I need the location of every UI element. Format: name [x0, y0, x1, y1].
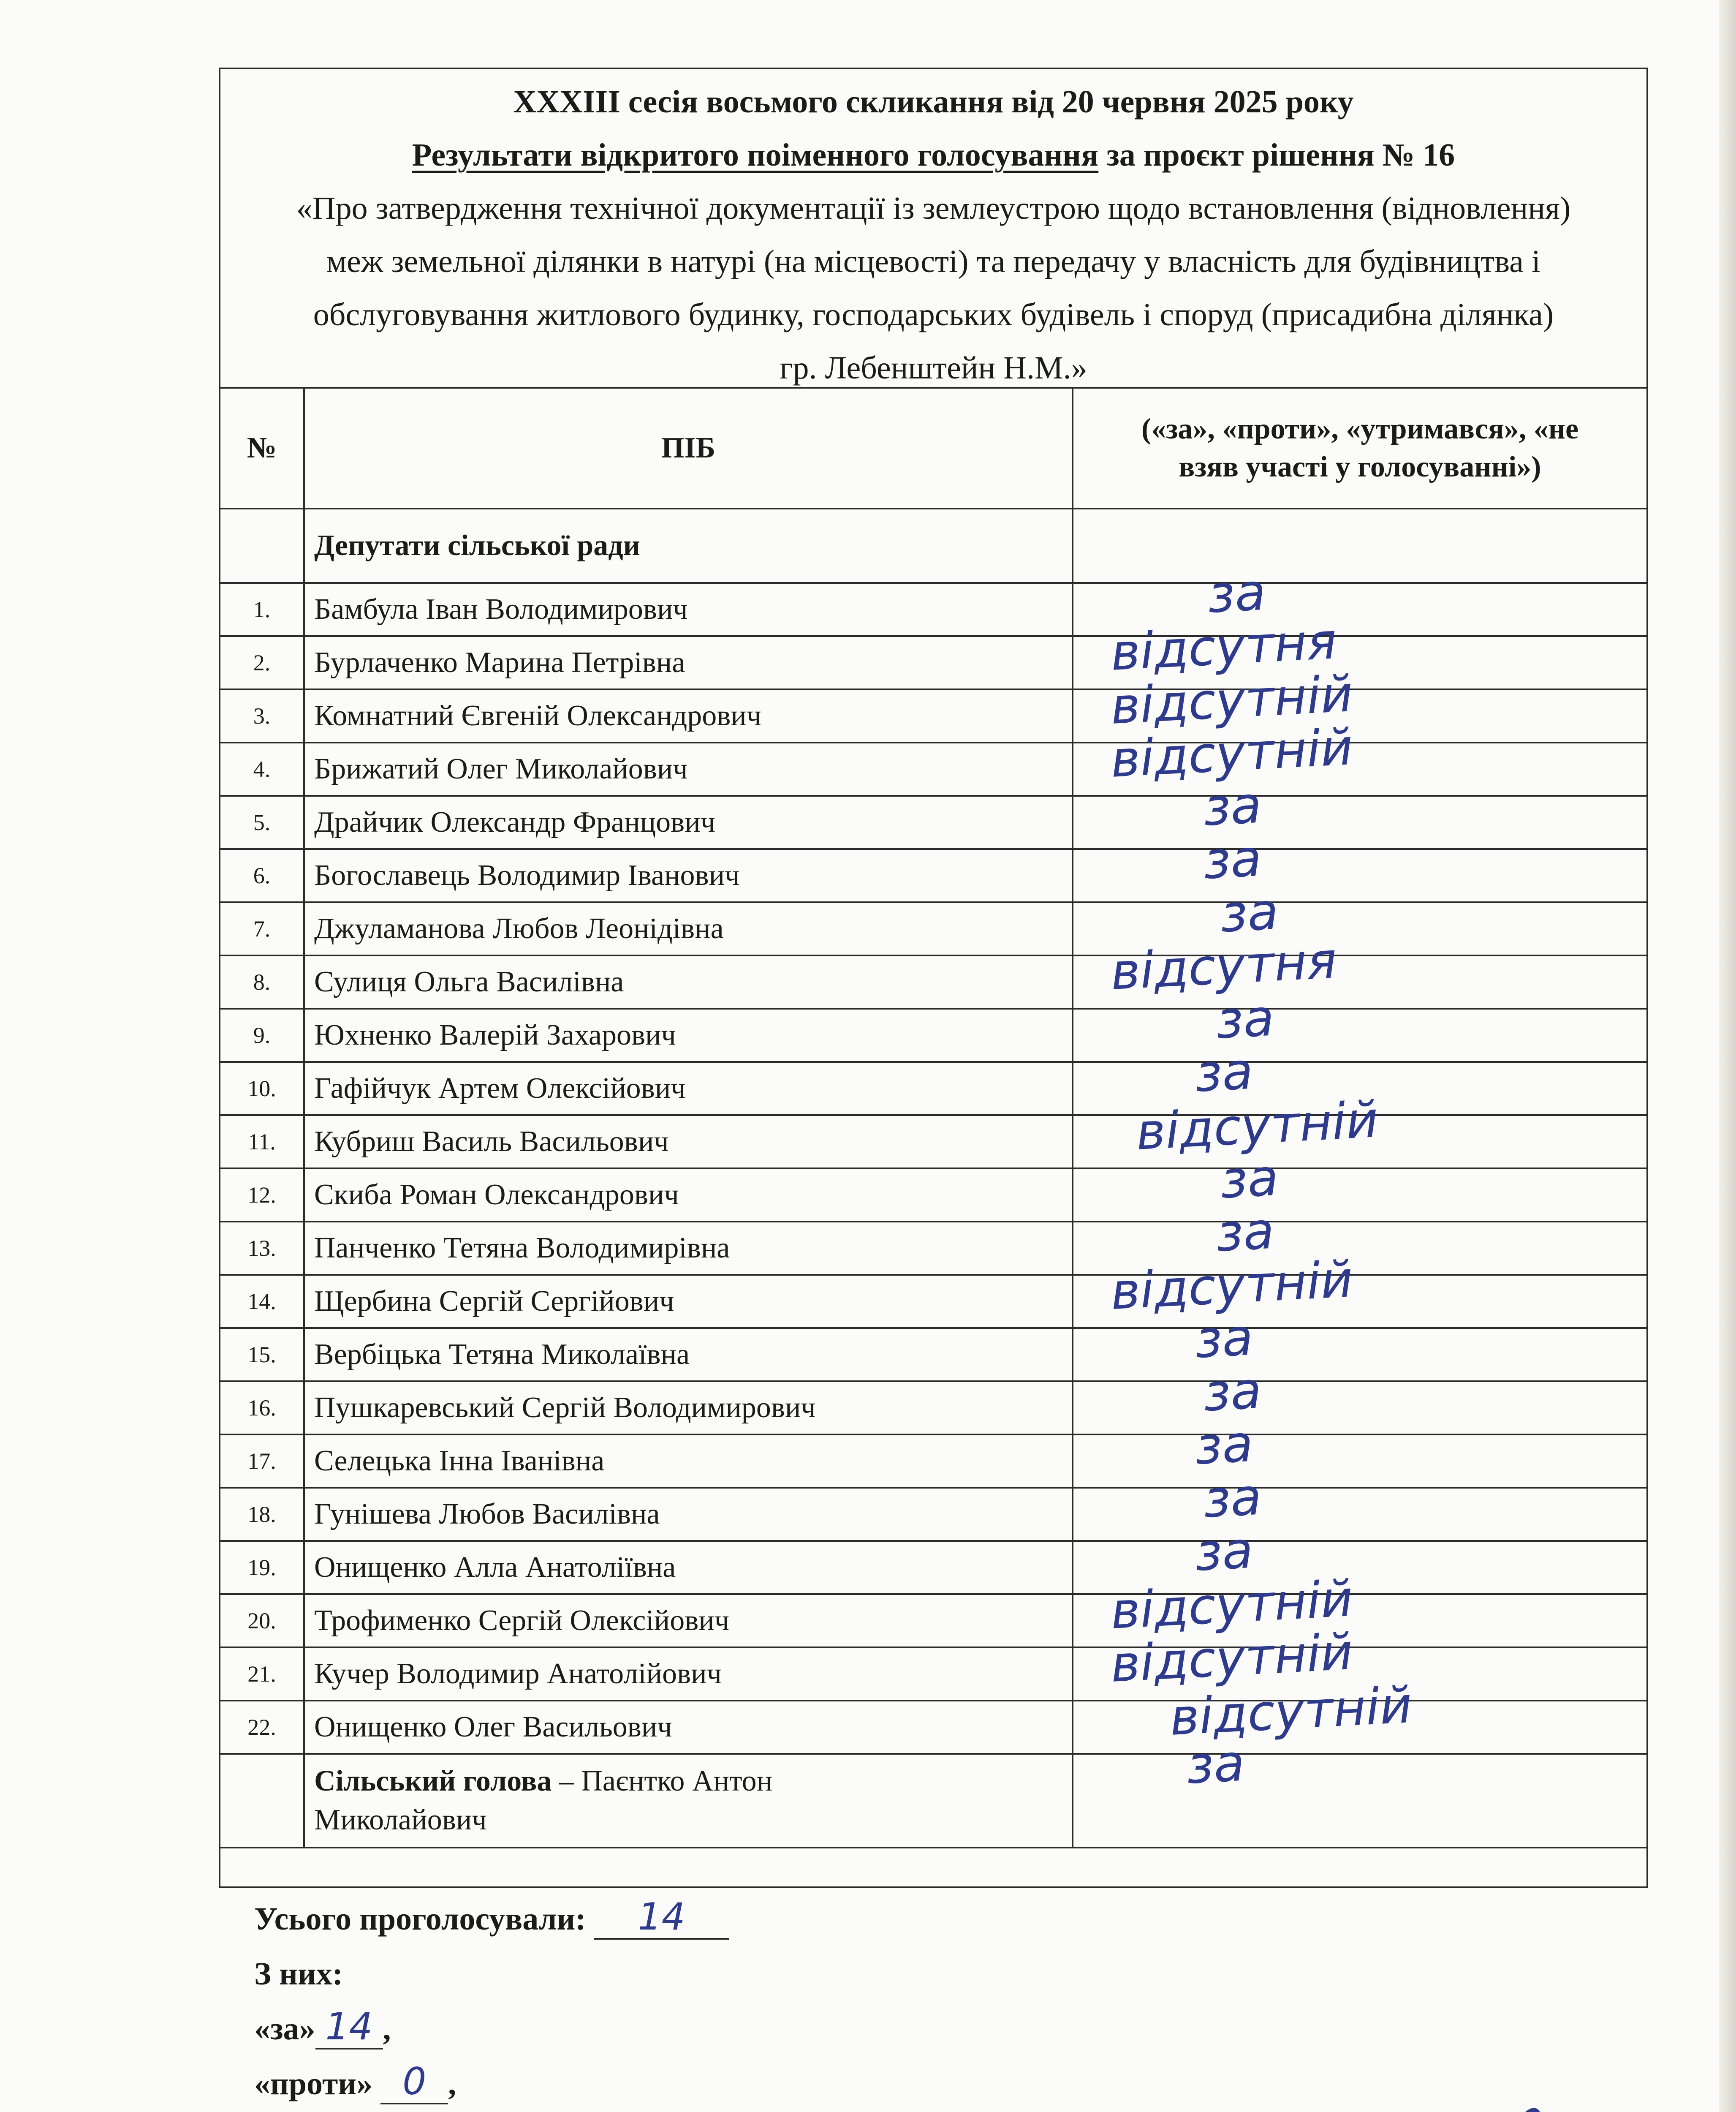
row-number: 12.: [220, 1168, 304, 1222]
row-vote-cell: [1073, 1168, 1647, 1222]
row-vote-cell: [1073, 1328, 1647, 1381]
row-name: Онищенко Алла Анатоліївна: [304, 1541, 1073, 1594]
header-name: ПІБ: [304, 388, 1073, 509]
row-number: 21.: [220, 1647, 304, 1701]
row-number: 7.: [220, 902, 304, 955]
vote-results-title: [219, 128, 1648, 182]
against-comma: ,: [448, 2066, 456, 2101]
row-number: 18.: [220, 1488, 304, 1541]
row-number: 15.: [220, 1328, 304, 1381]
table-row: [220, 955, 1647, 1009]
row-number: 16.: [220, 1381, 304, 1434]
table-row: [220, 1701, 1647, 1754]
handwritten-vote: відсутня: [1109, 931, 1338, 1001]
header-vote-line1: («за», «проти», «утримався», «не: [1141, 413, 1579, 445]
subject-line-3: обслуговування житлового будинку, господарських будівель і споруд (присадибна ділянка): [313, 297, 1554, 332]
table-row: [220, 1222, 1647, 1275]
row-name: Гунішева Любов Василівна: [304, 1488, 1073, 1541]
handwritten-vote: за: [1193, 1521, 1255, 1583]
head-row: [220, 1754, 1647, 1848]
row-name: Пушкаревський Сергій Володимирович: [304, 1381, 1073, 1434]
row-name: Вербіцька Тетяна Миколаївна: [304, 1328, 1073, 1381]
row-name: Щербина Сергій Сергійович: [304, 1275, 1073, 1328]
table-row: [220, 1009, 1647, 1062]
row-name: Селецька Інна Іванівна: [304, 1434, 1073, 1488]
row-name: Бурлаченко Марина Петрівна: [304, 636, 1073, 689]
handwritten-vote: за: [1219, 882, 1280, 944]
table-row: [220, 1434, 1647, 1488]
table-row: [220, 902, 1647, 955]
handwritten-vote: за: [1202, 1467, 1263, 1530]
votes-table: [219, 387, 1648, 1848]
row-number: 6.: [220, 849, 304, 902]
for-line: [254, 2001, 780, 2056]
signature-1: [1385, 2087, 1664, 2112]
paper-edge: [1719, 0, 1736, 2112]
row-name: Комнатний Євгеній Олександрович: [304, 689, 1073, 743]
row-name: Трофименко Сергій Олексійович: [304, 1594, 1073, 1647]
table-row: [220, 849, 1647, 902]
row-number: 14.: [220, 1275, 304, 1328]
section-row: [220, 509, 1647, 583]
row-name: Бамбула Іван Володимирович: [304, 583, 1073, 636]
handwritten-vote: за: [1202, 776, 1263, 838]
table-row: [220, 743, 1647, 796]
total-line: [254, 1892, 780, 1946]
row-vote-cell: [1073, 1381, 1647, 1434]
head-vote-cell: [1073, 1754, 1647, 1848]
total-value: 14: [594, 1896, 729, 1940]
handwritten-vote: за: [1219, 1148, 1280, 1210]
document-header: [219, 68, 1648, 389]
row-vote-cell: [1073, 1488, 1647, 1541]
table-row: [220, 1328, 1647, 1381]
handwritten-vote: за: [1193, 1308, 1255, 1370]
vote-results-title-rest: за проєкт рішення № 16: [1098, 137, 1455, 173]
row-number: 11.: [220, 1115, 304, 1168]
handwritten-vote: за: [1193, 1042, 1255, 1104]
row-name: Брижатий Олег Миколайович: [304, 743, 1073, 796]
handwritten-vote: відсутній: [1109, 1569, 1355, 1640]
handwritten-vote: відсутній: [1109, 664, 1355, 735]
row-number: 5.: [220, 796, 304, 849]
handwritten-vote: за: [1202, 1361, 1263, 1423]
table-row: [220, 1488, 1647, 1541]
table-row: [220, 1275, 1647, 1328]
row-number: 9.: [220, 1009, 304, 1062]
row-number: 19.: [220, 1541, 304, 1594]
header-vote-line2: взяв участі у голосуванні»): [1179, 451, 1541, 483]
row-name: Онищенко Олег Васильович: [304, 1701, 1073, 1754]
handwritten-vote: за: [1214, 988, 1276, 1051]
against-line: [254, 2056, 780, 2111]
row-vote-cell: [1073, 849, 1647, 902]
row-number: 3.: [220, 689, 304, 743]
against-value: 0: [380, 2060, 448, 2104]
of-them-label: З них:: [254, 1956, 343, 1992]
subject-line-2: меж земельної ділянки в натурі (на місцевості) та передачу у власність для будівництва і: [326, 244, 1540, 279]
handwritten-vote: за: [1214, 1201, 1276, 1263]
row-number: 1.: [220, 583, 304, 636]
head-name-part2: Миколайович: [314, 1804, 487, 1836]
table-row: [220, 1115, 1647, 1168]
table-row: [220, 1381, 1647, 1434]
table-row: [220, 1647, 1647, 1701]
table-row: [220, 636, 1647, 689]
row-number: 20.: [220, 1594, 304, 1647]
row-vote-cell: [1073, 796, 1647, 849]
total-label: Усього проголосували:: [254, 1901, 586, 1937]
row-number: 22.: [220, 1701, 304, 1754]
head-title: Сільський голова: [314, 1765, 552, 1797]
handwritten-vote: за: [1193, 1414, 1255, 1476]
row-vote-cell: [1073, 1434, 1647, 1488]
handwritten-vote: за: [1185, 1734, 1246, 1796]
head-num-cell: [220, 1754, 304, 1848]
vote-results-title-underlined: Результати відкритого поіменного голосування: [412, 137, 1099, 173]
table-row: [220, 1594, 1647, 1647]
header-num: №: [220, 388, 304, 509]
section-label: Депутати сільської ради: [304, 509, 1073, 583]
row-number: 10.: [220, 1062, 304, 1115]
session-title: XXXIII сесія восьмого скликання від 20 червня 2025 року: [513, 84, 1354, 120]
handwritten-vote: відсутній: [1109, 718, 1355, 789]
row-number: 2.: [220, 636, 304, 689]
table-header-row: [220, 388, 1647, 509]
row-name: Джуламанова Любов Леонідівна: [304, 902, 1073, 955]
row-name: Богославець Володимир Іванович: [304, 849, 1073, 902]
row-name: Кучер Володимир Анатолійович: [304, 1647, 1073, 1701]
row-number: 17.: [220, 1434, 304, 1488]
subject-line-1: «Про затвердження технічної документації із землеустрою щодо встановлення (відновлення): [296, 191, 1571, 226]
handwritten-vote: за: [1202, 829, 1263, 891]
section-num-cell: [220, 509, 304, 583]
for-value: 14: [315, 2006, 383, 2049]
for-label: «за»: [254, 2011, 315, 2047]
against-label: «проти»: [254, 2066, 373, 2101]
row-name: Сулиця Ольга Василівна: [304, 955, 1073, 1009]
handwritten-vote: відсутня: [1109, 612, 1338, 682]
header-vote: [1073, 388, 1647, 509]
vote-summary: [254, 1892, 780, 2112]
handwritten-vote: відсутній: [1168, 1676, 1414, 1747]
handwritten-vote: відсутній: [1109, 1622, 1355, 1693]
row-number: 13.: [220, 1222, 304, 1275]
table-row: [220, 1062, 1647, 1115]
head-name-cell: [304, 1754, 1073, 1848]
row-number: 4.: [220, 743, 304, 796]
table-row: [220, 583, 1647, 636]
table-row: [220, 689, 1647, 743]
table-row: [220, 1168, 1647, 1222]
handwritten-vote: відсутній: [1134, 1090, 1380, 1161]
row-vote-cell: [1073, 1009, 1647, 1062]
row-name: Гафійчук Артем Олексійович: [304, 1062, 1073, 1115]
handwritten-vote: за: [1206, 563, 1267, 625]
table-row: [220, 796, 1647, 849]
table-row: [220, 1541, 1647, 1594]
row-number: 8.: [220, 955, 304, 1009]
row-name: Кубриш Василь Васильович: [304, 1115, 1073, 1168]
row-name: Скиба Роман Олександрович: [304, 1168, 1073, 1222]
section-vote-cell: [1073, 509, 1647, 583]
row-name: Юхненко Валерій Захарович: [304, 1009, 1073, 1062]
row-name: Драйчик Олександр Францович: [304, 796, 1073, 849]
handwritten-vote: відсутній: [1109, 1250, 1355, 1321]
row-name: Панченко Тетяна Володимирівна: [304, 1222, 1073, 1275]
head-name-part1: – Паєнтко Антон: [551, 1765, 773, 1797]
subject-line-4: гр. Лебенштейн Н.М.»: [780, 350, 1087, 386]
for-comma: ,: [383, 2011, 391, 2047]
